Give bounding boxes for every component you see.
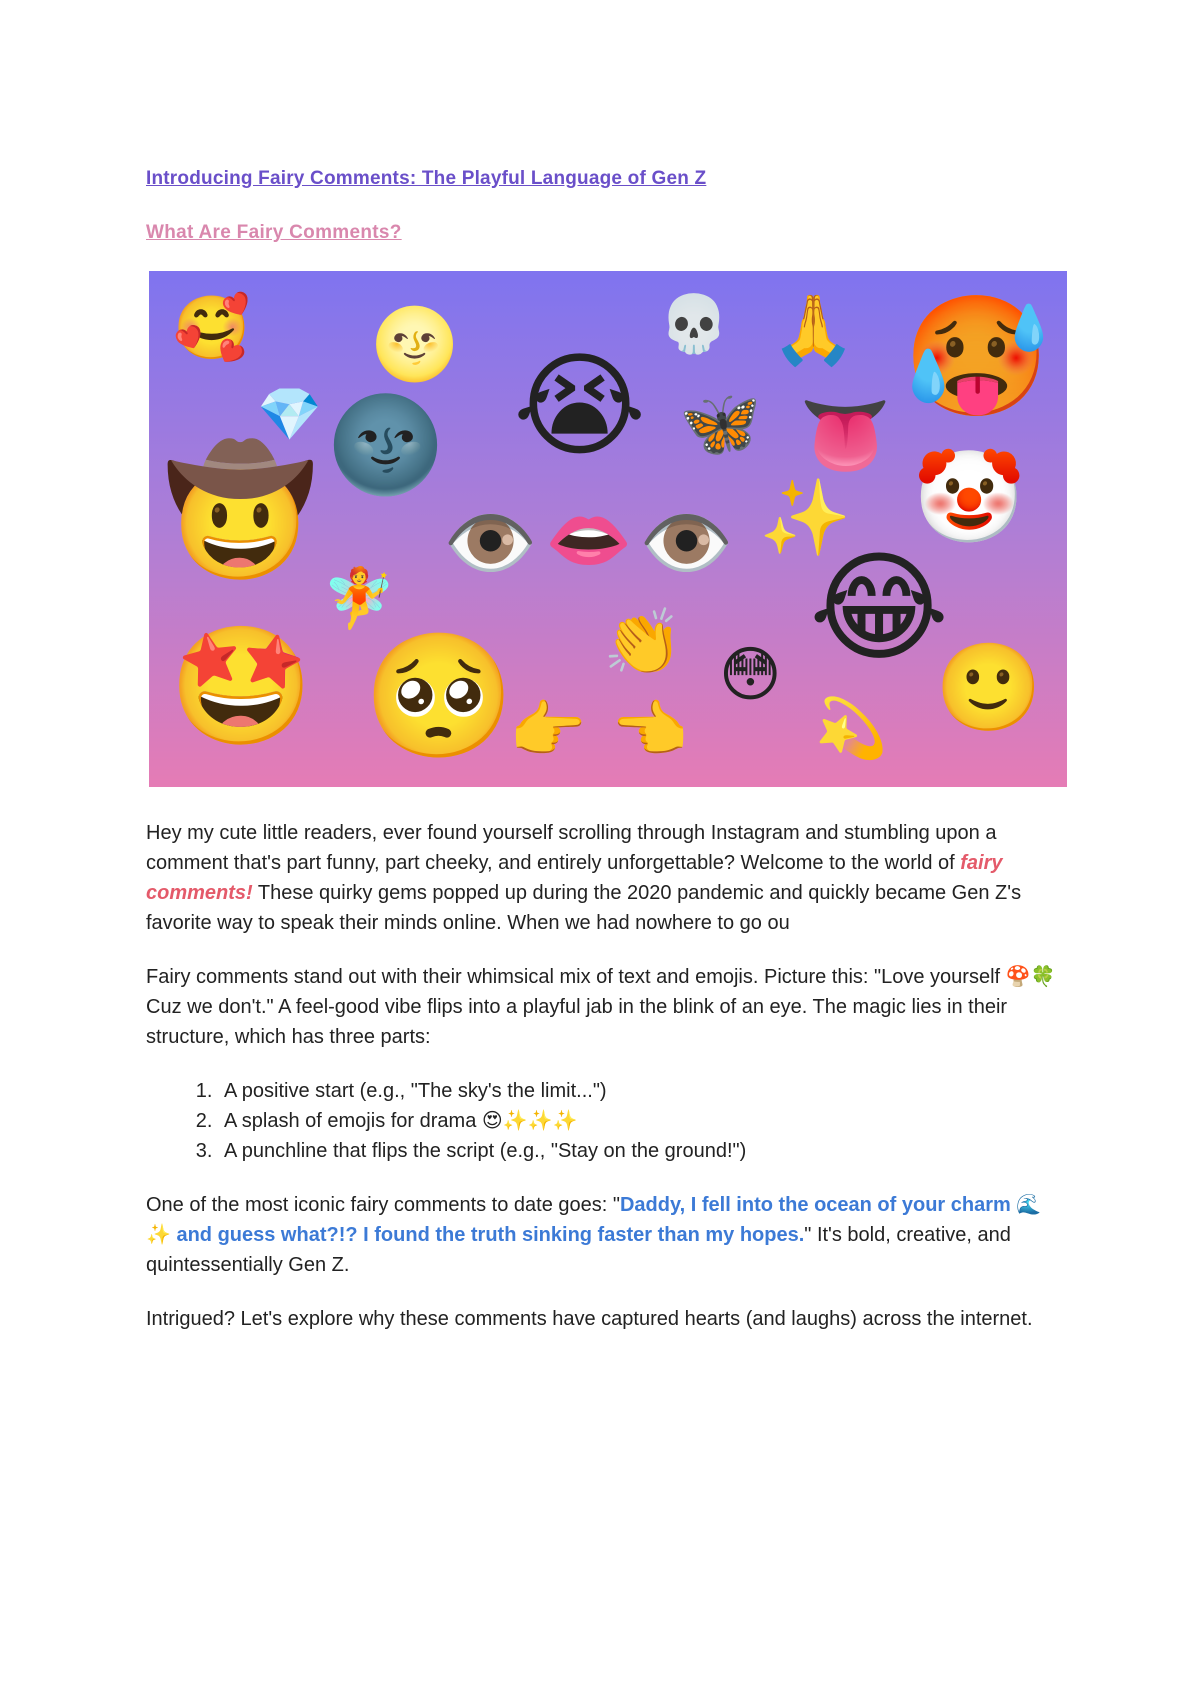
fairy-emoji: 🧚 — [323, 564, 396, 632]
folded-hands-emoji: 🙏 — [771, 291, 856, 370]
skull-emoji: 💀 — [659, 292, 729, 357]
structure-list — [146, 1076, 1056, 1166]
iconic-quote: Daddy, I fell into the ocean of your charm 🌊✨ and guess what?!? I found the truth sinking faster than my hopes. — [146, 1194, 1042, 1246]
full-moon-face-emoji: 🌝 — [371, 303, 459, 385]
gem-emoji: 💎 — [257, 385, 322, 445]
joy-emoji: 😂 — [809, 539, 950, 678]
list-item: 1. A positive start (e.g., "The sky's the limit...") — [218, 1076, 1056, 1106]
pleading-emoji: 🥺 — [363, 625, 515, 767]
article-body — [146, 818, 1056, 1334]
crying-emoji: 😭 — [513, 339, 647, 472]
cowboy-emoji: 🤠 — [163, 439, 318, 583]
list-item: 2. A splash of emojis for drama 😍✨✨✨ — [218, 1106, 1056, 1136]
dizzy-emoji: 💫 — [815, 694, 888, 762]
new-moon-face-emoji: 🌚 — [327, 391, 445, 500]
eye-right-emoji: 👁️ — [639, 498, 734, 587]
hot-face-emoji: 🥵 — [903, 287, 1050, 425]
clapping-emoji: 👏 — [603, 606, 683, 680]
smiling-hearts-emoji: 🥰 — [173, 291, 251, 364]
pointing-right-emoji: 👈 — [611, 693, 689, 766]
butterfly-emoji: 🦋 — [679, 385, 762, 462]
document-page — [146, 168, 1056, 1358]
flushed-emoji: 😳 — [719, 640, 782, 710]
clown-emoji: 🤡 — [913, 445, 1026, 550]
intro-paragraph: Hey my cute little readers, ever found yourself scrolling through Instagram and stumbling upon a comment that's part funny, part cheeky, and entirely unforgettable? Welcome to the world of fairy comments! These quirky gems popped up during the 2020 pandemic and quickly became Gen Z's favorite way to speak their minds online. When we had nowhere to go ou — [146, 822, 1022, 934]
page-title[interactable]: Introducing Fairy Comments: The Playful Language of Gen Z — [146, 168, 707, 189]
slight-smile-emoji: 🙂 — [935, 638, 1043, 738]
eye-left-emoji: 👁️ — [443, 498, 538, 587]
pointing-left-emoji: 👉 — [509, 693, 587, 766]
section-heading[interactable]: What Are Fairy Comments? — [146, 222, 402, 243]
lips-emoji: 👄 — [545, 499, 633, 581]
list-item: 3. A punchline that flips the script (e.g., "Stay on the ground!") — [218, 1136, 1056, 1166]
star-struck-emoji: 🤩 — [169, 619, 314, 754]
closing-paragraph: Intrigued? Let's explore why these comments have captured hearts (and laughs) across the internet. — [146, 1308, 1033, 1330]
iconic-comment-paragraph: One of the most iconic fairy comments to date goes: "Daddy, I fell into the ocean of your charm 🌊✨ and guess what?!? I found the truth sinking faster than my hopes." It's bold, creative, and quintessentially Gen Z. — [146, 1194, 1042, 1276]
structure-paragraph: Fairy comments stand out with their whimsical mix of text and emojis. Picture this: "Love yourself 🍄🍀 Cuz we don't." A feel-good vibe flips into a playful jab in the blink of an eye. The magic lies in their structure, which has three parts: — [146, 966, 1056, 1048]
sparkles-emoji: ✨ — [759, 475, 852, 561]
fairy-comments-highlight: fairy comments! — [146, 852, 1003, 904]
emoji-collage-image — [149, 271, 1067, 787]
tongue-emoji: 👅 — [799, 393, 892, 479]
